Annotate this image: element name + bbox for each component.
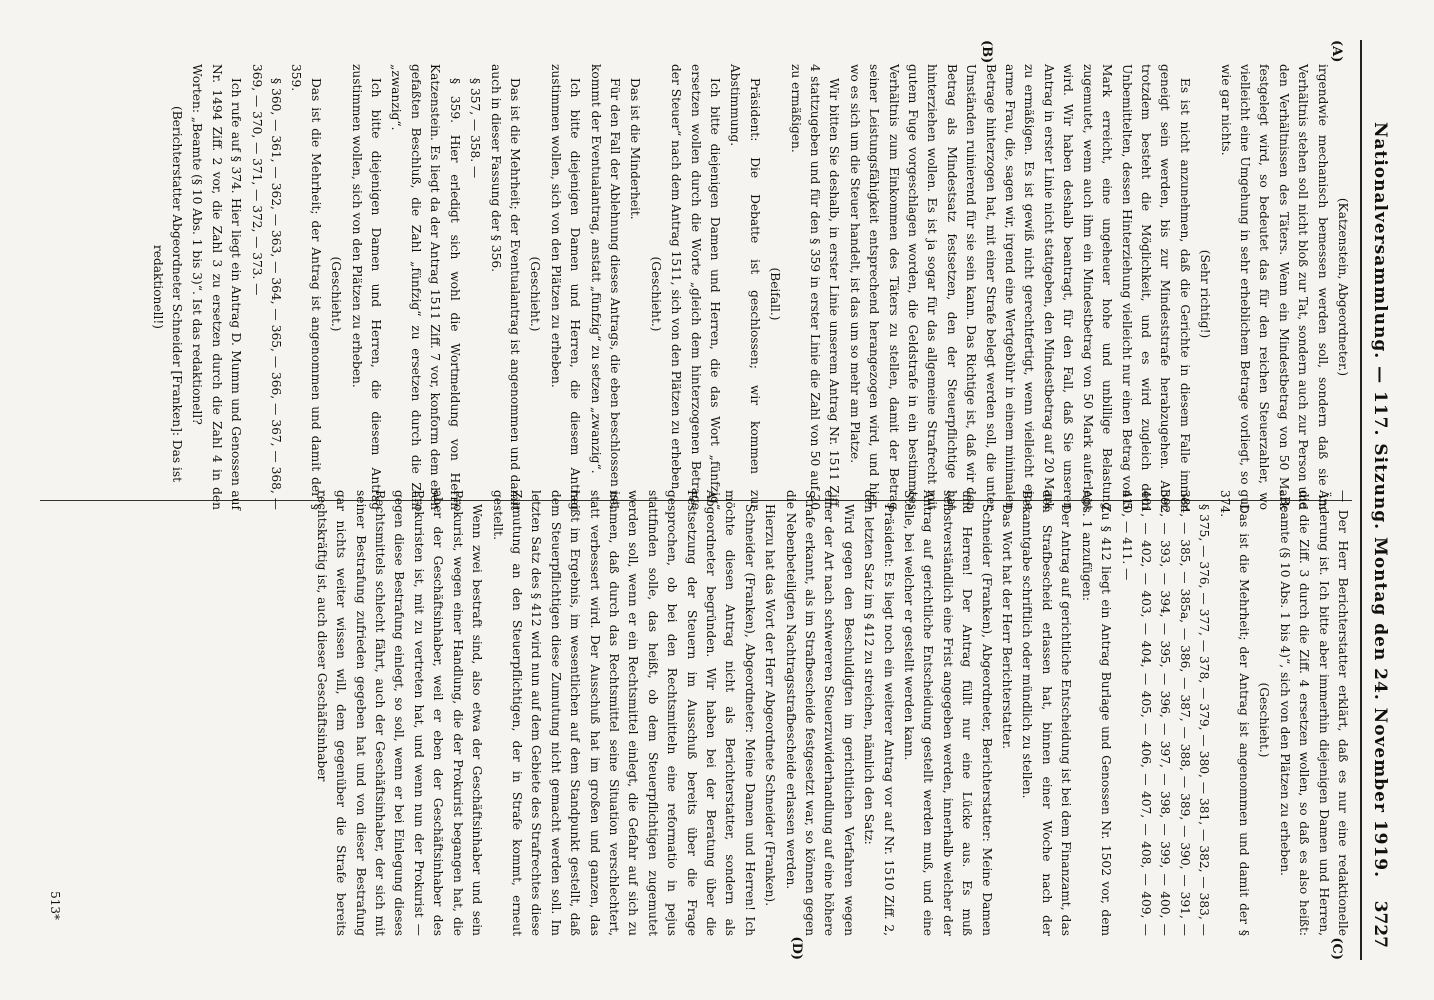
paragraph: Das ist die Minderheit. <box>628 78 643 220</box>
speaker-statement: Schneider (Franken), Abgeordneter: Meine Damen und Herren! Ich möchte diesen Antrag nicht als Berichterstatter, sondern als Abgeordneter begründen. Wir haben bei der Beratung über die Festsetzung der Steuern im Ausschuß bereits über die Frage gesprochen, ob bei den Rechtsmitteln eine reformatio in pejus stattfinden solle, das heißt, ob dem Steuerpflichtigen zugemutet werden soll, wenn er ein Rechtsmittel einlegt, die Gefahr auf sich zu nehmen, daß durch das Rechtsmittel seine Situation verschlechtert, statt verbessert wird. Der Ausschuß hat im großen und ganzen, das heißt im Ergebnis, im wesentlichen auf dem Standpunkt gestellt, daß dem Steuerpflichtigen diese Zumutung nicht gemacht werden soll. Im letzten Satz des § 412 wird nun auf dem Gebiete des Strafrechtes diese Zumutung an den Steuerpflichtigen, der in Strafe kommt, erneut gestellt. <box>490 490 757 936</box>
paragraph: § 357, — 358. — <box>468 78 483 179</box>
quoted-text: Wird gegen den Beschuldigten im gerichtlichen Verfahren wegen einer der Art nach schwereren Steuerzuwiderhandlung auf eine höhere Strafe erkannt, als im Strafbescheide festgesetzt war, so können gegen die Nebenbeteiligten Nachtragsstrafbescheide erlassen werden. <box>783 490 856 936</box>
page-header <box>1360 40 1414 960</box>
paragraph: Ich bitte diejenigen Damen und Herren, die diesem Antrag zustimmen wollen, sich von den Plätzen zu erheben. <box>349 64 384 510</box>
paragraph: Für den Fall der Ablehnung dieses Antrags, die eben beschlossen ist, kommt der Eventualantrag, anstatt „fünfzig“ zu setzen „zwanzig“. <box>588 64 622 510</box>
paragraph: — Der Herr Berichterstatter erklärt, daß es nur eine redaktionelle Änderung ist. Ich bitte aber immerhin diejenigen Damen und Herren, die die Ziff. 3 durch die Ziff. 4 ersetzen wollen, so daß es also heißt: „Beamte (§ 10 Abs. 1 bis 4)“, sich von den Plätzen zu erheben. <box>1277 490 1350 936</box>
paragraph: Das ist die Mehrheit; der Antrag ist angenommen und damit der § 374. <box>1217 490 1251 936</box>
section-marker-b: (B) <box>979 40 994 64</box>
section-marker-c: (C) <box>1329 937 1344 960</box>
quoted-amendment: Der Antrag auf gerichtliche Entscheidung ist bei dem Finanzamt, das den Strafbescheid erlassen hat, binnen einer Woche nach der Bekanntgabe schriftlich oder mündlich zu stellen. <box>1020 490 1074 936</box>
signature-code: 513* <box>48 891 62 920</box>
interjection: (Geschieht.) <box>1257 682 1272 758</box>
paragraph: § 359. Hier erledigt sich wohl die Wortmeldung von Herrn Katzenstein. Es liegt da der Antrag 1511 Ziff. 7 vor, konform dem eben gefaßten Beschluß, die Zahl „fünfzig“ zu ersetzen durch die Zahl „zwanzig“. <box>389 64 462 510</box>
interjection: (Berichterstatter Abgeordneter Schneider [Franken]: Das ist redaktionell!) <box>150 105 185 483</box>
paragraph: Es ist nicht anzunehmen, daß die Gerichte in diesem Falle immer geneigt sein werden, bis zur Mindeststrafe herabzugehen. Aber trotzdem besteht die Möglichkeit, und es wird zugleich dem Unbemittelten, dessen Hinterziehung vielleicht nur einen Betrag von 5 Mark erreicht, eine ungeheuer hohe und unbillige Belastung zugemutet, wenn auch ihm ein Mindestbetrag von 50 Mark auferlegt wird. Wir haben deshalb beantragt, für den Fall, daß Sie unseren Antrag in erster Linie nicht stattgeben, den Mindestbetrag auf 20 Mark zu ermäßigen. Es ist gewiß nicht gerechtfertigt, wenn vielleicht eine arme Frau, die, sagen wir, irgend eine Wertgebühr in einem minimalen Betrage hinterzogen hat, mit einer Strafe belegt werden soll, die unter Umständen ruinierend für sie sein kann. Das Richtige ist, daß wir den Betrag als Mindestsatz festsetzen, den der Steuerpflichtige hat hinterziehen wollen. Es ist ja sogar für das allgemeine Strafrecht mit gutem Fuge vorgeschlagen worden, die Geldstrafe in ein bestimmtes Verhältnis zum Einkommen des Täters zu stellen, damit der Betrag seiner Leistungsfähigkeit entsprechend herangezogen wird, und hier, wo es sich um die Steuer handelt, ist das um so mehr am Platze. <box>847 64 1192 510</box>
president-statement: Präsident: Die Debatte ist geschlossen; wir kommen zur Abstimmung. <box>728 64 762 510</box>
paragraph: Das Wort hat der Herr Berichterstatter. <box>1000 504 1015 750</box>
section-marker-d: (D) <box>789 936 804 960</box>
page-title: Nationalversammlung. — 117. Sitzung. Montag den 24. November 1919. <box>1370 121 1390 879</box>
paragraph: irgendwie mechanisch bemessen werden soll, sondern daß sie im Verhältnis stehen soll nicht bloß zur Tat, sondern auch zur Person und den Verhältnissen des Täters. Wenn ein Mindestbetrag von 50 Mark festgelegt wird, so bedeutet das für den reichen Steuerzahler, wo vielleicht eine Umgehung in sehr erheblichem Betrage vorliegt, so gut wie gar nichts. <box>1218 64 1330 510</box>
interjection: (Geschieht.) <box>329 256 344 332</box>
president-statement: Präsident: Es liegt noch ein weiterer Antrag vor auf Nr. 1510 Ziff. 2, den letzten Satz im § 412 zu streichen, nämlich den Satz: <box>862 490 896 936</box>
section-marker-a: (A) <box>1329 40 1344 63</box>
paragraph: Ich bitte diejenigen Damen und Herren, die das Wort „fünfzig“ ersetzen wollen durch die Worte „gleich dem hinterzogenen Betrage der Steuer“ nach dem Antrag 1511, sich von den Plätzen zu erheben. <box>669 64 722 510</box>
paragraph: Ich rufe auf § 374. Hier liegt ein Antrag D. Mumm und Genossen auf Nr. 1494 Ziff. 2 vor, die Zahl 3 zu ersetzen durch die Zahl 4 in den Worten: „Beamte (§ 10 Abs. 1 bis 3)“. Ist das redaktionell? <box>190 64 244 510</box>
paragraph: Wir bitten Sie deshalb, in erster Linie unserem Antrag Nr. 1511 Ziff. 4 stattzugeben und für den § 359 in erster Linie die Zahl von 50 auf 20 zu ermäßigen. <box>788 64 842 510</box>
paragraph: Wenn zwei bestraft sind, also etwa der Geschäftsinhaber und sein Prokurist, wegen einer Handlung, die der Prokurist begangen hat, die aber der Geschäftsinhaber, weil er eben der Geschäftsinhaber des Prokuristen ist, mit zu vertreten hat, und wenn nun der Prokurist — gegen diese Bestrafung einlegt, so soll, wenn er bei Einlegung dieses Rechtsmittels schlecht fährt, auch der Geschäftsinhaber, der sich mit seiner Bestrafung zufrieden gegeben hat und von dieser Bestrafung gar nichts weiter wissen will, dem gegenüber die Strafe bereits rechtskräftig ist, auch dieser Geschäftsinhaber <box>314 490 485 936</box>
paragraph: Zu § 412 liegt ein Antrag Burlage und Genossen Nr. 1502 vor, dem Abs. 1 anzufügen: <box>1079 490 1114 936</box>
page-number: 3727 <box>1370 900 1390 948</box>
interjection: (Beifall.) <box>768 267 783 321</box>
paragraph: § 375, — 376, — 377, — 378, — 379, — 380, — 381, — 382, — 383, — 384, — 385, — 385a, — 386, — 387, — 388, — 389, — 390, — 391, — 392, — 393, — 394, — 395, — 396, — 397, — 398, — 399, — 400, — 401, — 402, — 403, — 404, — 405, — 406, — 407, — 408, — 409, — 410, — 411. — <box>1119 490 1212 936</box>
left-column <box>40 64 1352 510</box>
interjection: (Geschieht.) <box>528 256 543 332</box>
paragraph: § 360, — 361, — 362, — 363, — 364, — 365, — 366, — 367, — 368, — 369, — 370, — 371, — 372, — 373. — <box>249 64 284 510</box>
paragraph: Das ist die Mehrheit; der Antrag ist angenommen und damit der § 359. <box>289 64 323 510</box>
paragraph: Das ist die Mehrheit; der Eventualantrag ist angenommen und damit auch in dieser Fassung der § 356. <box>488 64 522 510</box>
interjection: (Geschieht.) <box>648 256 663 332</box>
paragraph: Hierzu hat das Wort der Herr Abgeordnete Schneider (Franken). <box>763 504 778 907</box>
interjection: (Sehr richtig!) <box>1198 249 1213 339</box>
paragraph: Ich bitte diejenigen Damen und Herren, die diesem Antrag zustimmen wollen, sich von den Plätzen zu erheben. <box>548 64 583 510</box>
speaker-statement: Schneider (Franken), Abgeordneter, Berichterstatter: Meine Damen und Herren! Der Antrag füllt nur eine Lücke aus. Es muß selbstverständlich eine Frist angegeben werden, innerhalb welcher der Antrag auf gerichtliche Entscheidung gestellt werden muß, und eine Stelle, bei welcher er gestellt werden kann. <box>902 490 994 936</box>
speaker-line: (Katzenstein, Abgeordneter.) <box>1336 197 1350 377</box>
right-column <box>40 490 1352 936</box>
